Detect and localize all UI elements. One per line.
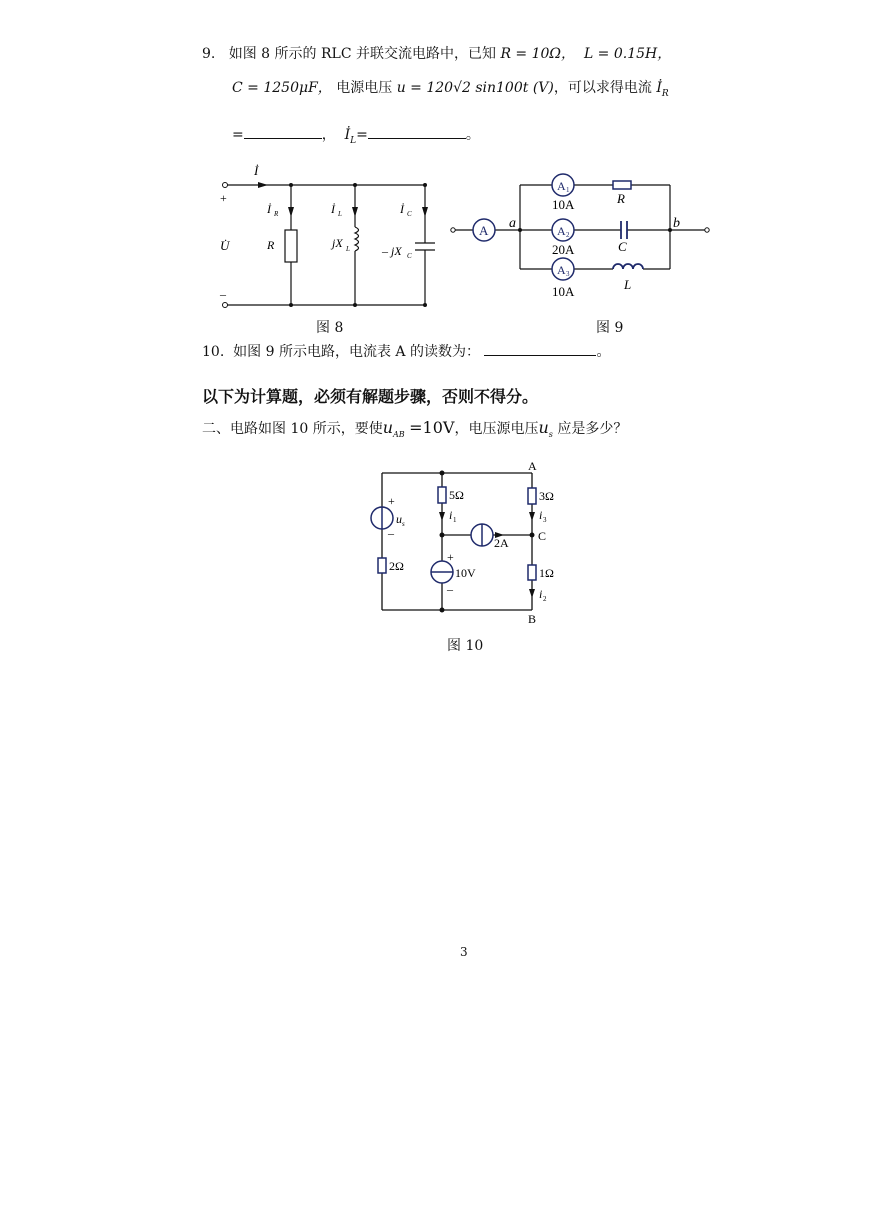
q9-l-eq: L = 0.15H，	[583, 46, 672, 62]
q9-src-text: 电源电压	[336, 80, 393, 96]
q9-sep: ，	[321, 127, 336, 143]
fig8-il-sub: L	[338, 210, 342, 218]
fig8-jxl-sub: L	[346, 245, 350, 253]
q10-text: 如图 9 所示电路，电流表 A 的读数为：	[233, 344, 480, 360]
q9-eq1: =	[232, 127, 244, 143]
q9-il: İ	[344, 127, 351, 143]
fig10-i1-label: i	[449, 508, 453, 522]
fig9-ammeter-a1: A	[557, 179, 566, 193]
fig10-r1-label: 1Ω	[539, 566, 554, 580]
fig10-i1-sub: 1	[453, 516, 457, 524]
fig9-ammeter-a3-sub: 3	[566, 270, 570, 278]
q2-u-ab-sub: AB	[393, 429, 405, 439]
q10-end: 。	[596, 344, 611, 360]
q9-r-eq: R = 10Ω，	[500, 46, 576, 62]
fig8-plus: +	[220, 191, 227, 205]
fig9-l-label: L	[624, 277, 632, 292]
fig10-r2-label: 2Ω	[389, 559, 404, 573]
fig8-il-label: İ	[331, 202, 335, 216]
q9-eq2: =	[356, 127, 368, 143]
fig10-vs-plus: +	[447, 550, 454, 564]
fig8-ic-label: İ	[400, 202, 404, 216]
figure-10-circuit	[365, 455, 565, 627]
fig10-us-plus: +	[388, 494, 395, 508]
q9-end: 。	[465, 127, 480, 143]
fig9-ammeter-a: A	[479, 223, 489, 238]
page-number: 3	[460, 945, 468, 959]
fig8-caption: 图 8	[316, 320, 344, 336]
q2-u-s: u	[538, 418, 549, 437]
fig9-ammeter-a1-sub: 1	[566, 186, 570, 194]
fig10-node-c: C	[538, 529, 547, 543]
q2-u-s-sub: s	[548, 429, 553, 439]
fig8-jxc-sub: C	[407, 252, 412, 260]
q9-il-sub: L	[350, 135, 357, 146]
fig10-node-a: A	[528, 459, 537, 473]
fig9-c-label: C	[618, 239, 627, 254]
fig8-u-label: U̇	[220, 238, 230, 253]
q9-blank-ir[interactable]	[244, 138, 322, 139]
figure-9-circuit	[445, 168, 720, 303]
fig9-node-a: a	[509, 216, 516, 231]
fig10-current-source-label: 2A	[494, 536, 509, 550]
q9-ir-sub: R	[661, 88, 669, 99]
fig9-a3-value: 10A	[552, 284, 575, 299]
fig8-i-label: İ	[254, 163, 259, 178]
fig9-a2-value: 20A	[552, 242, 575, 257]
fig10-r5-label: 5Ω	[449, 488, 464, 502]
fig8-jxc-label: – jX	[382, 244, 402, 258]
q9-ask: ，可以求得电流	[553, 80, 652, 96]
q2-suffix: 应是多少？	[557, 421, 628, 437]
fig8-r-label: R	[267, 238, 275, 252]
fig9-ammeter-a2-sub: 2	[566, 231, 570, 239]
section-heading: 以下为计算题，必须有解题步骤，否则不得分。	[202, 387, 539, 406]
fig10-caption: 图 10	[447, 638, 484, 654]
q9-u-eq: u = 120√2 sin100t (V)	[396, 80, 554, 96]
fig9-node-b: b	[673, 216, 680, 231]
fig10-i3-label: i	[539, 508, 543, 522]
fig10-voltage-source-label: 10V	[455, 566, 476, 580]
q9-line2	[232, 77, 669, 99]
fig10-us-minus: –	[388, 526, 394, 540]
q9-c-eq: C = 1250μF，	[232, 80, 332, 96]
fig8-jxl-label: jX	[332, 236, 343, 250]
fig10-us-sub: s	[402, 520, 405, 528]
q9-number: 9.	[202, 46, 216, 62]
fig10-i3-sub: 3	[543, 516, 547, 524]
q9-text: 如图 8 所示的 RLC 并联交流电路中，已知	[228, 46, 496, 62]
q2-u-ab: u	[382, 418, 394, 437]
fig8-ir-sub: R	[274, 210, 279, 218]
q2-line	[202, 418, 627, 439]
q10-number: 10.	[202, 344, 225, 360]
q10-blank[interactable]	[484, 355, 596, 356]
fig9-a1-value: 10A	[552, 197, 575, 212]
q2-u-ab-val: =10V	[409, 418, 455, 437]
q2-mid: ，电压源电压	[454, 421, 539, 437]
q9-blank-il[interactable]	[368, 138, 466, 139]
fig8-ic-sub: C	[407, 210, 412, 218]
fig8-minus: –	[220, 287, 226, 301]
fig10-r3-label: 3Ω	[539, 489, 554, 503]
fig10-i2-label: i	[539, 587, 543, 601]
fig9-ammeter-a2: A	[557, 224, 566, 238]
fig10-vs-minus: –	[447, 582, 453, 596]
q10-line	[202, 341, 610, 361]
fig8-ir-label: İ	[267, 202, 271, 216]
fig10-us-label: u	[396, 512, 402, 526]
fig10-i2-sub: 2	[543, 595, 547, 603]
q9-line3	[232, 124, 480, 146]
fig10-node-b: B	[528, 612, 537, 626]
fig9-r-label: R	[617, 191, 625, 206]
q9-line1	[202, 43, 671, 63]
fig9-ammeter-a3: A	[557, 263, 566, 277]
q2-prefix: 二、电路如图 10 所示，要使	[202, 421, 383, 437]
q9-ir: İ	[656, 80, 662, 96]
fig9-caption: 图 9	[596, 320, 624, 336]
figure-8-circuit	[210, 155, 450, 315]
